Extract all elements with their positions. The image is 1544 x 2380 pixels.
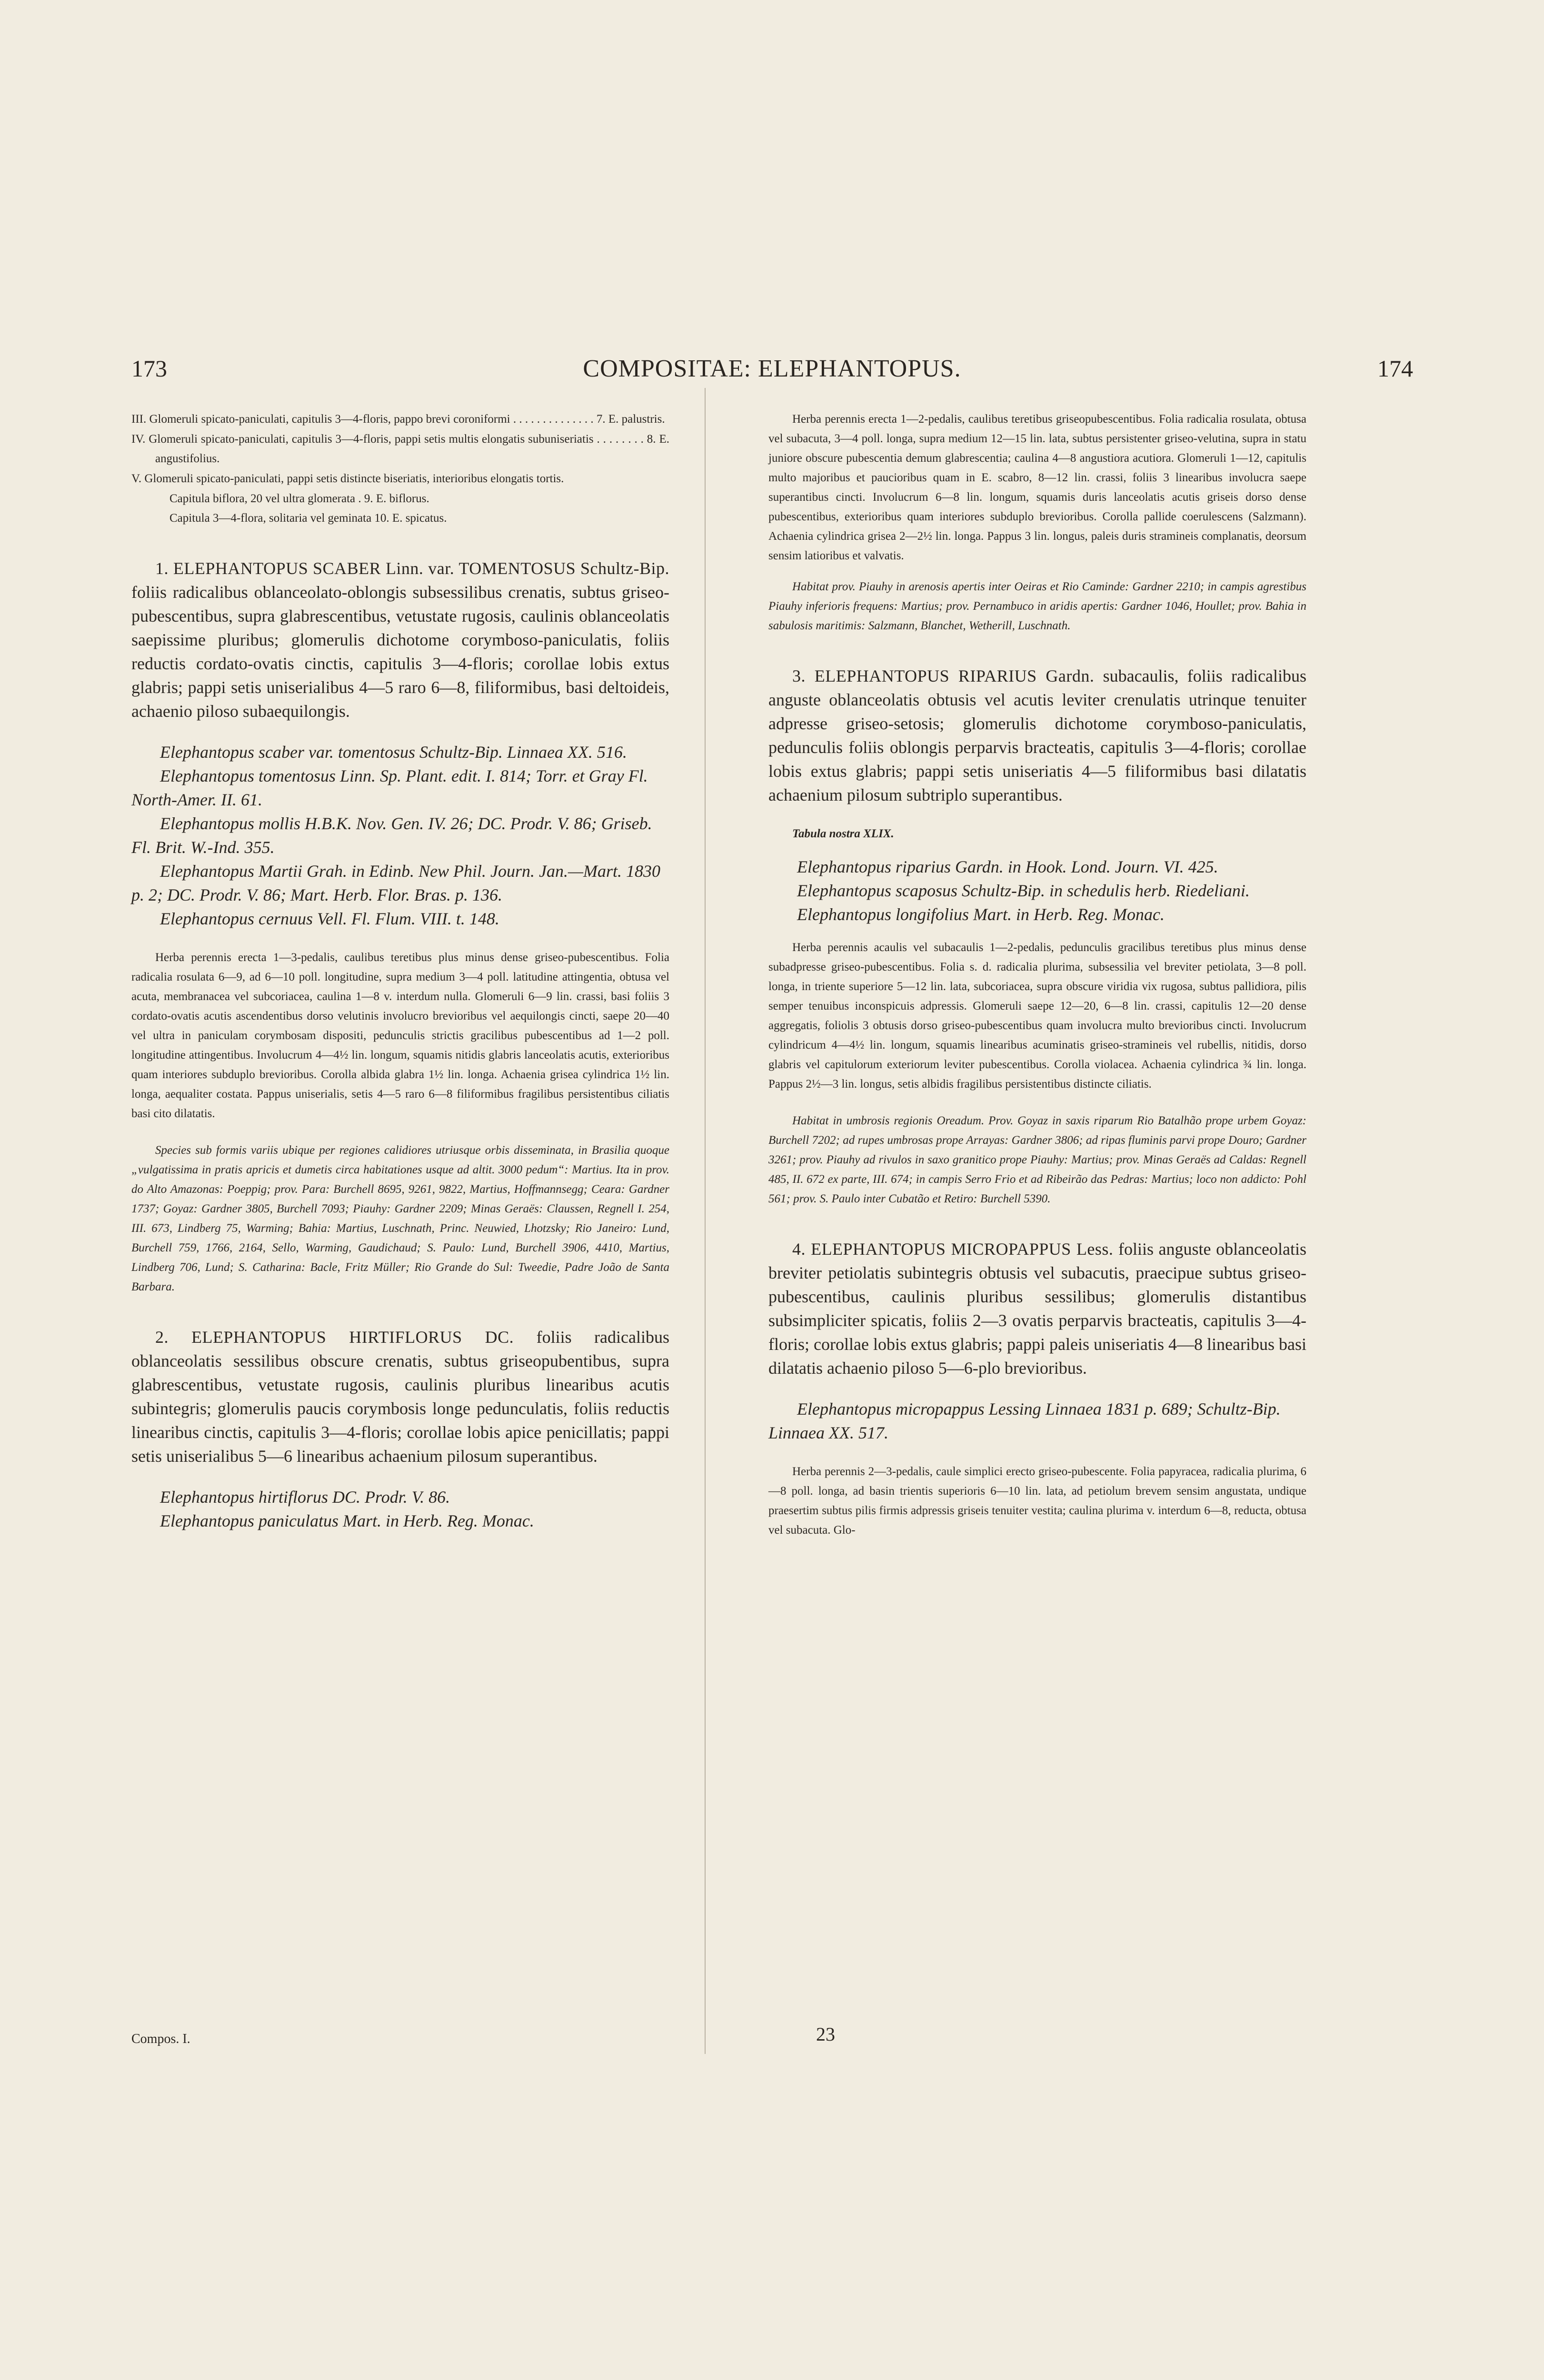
species-4-heading: 4. ELEPHANTOPUS MICROPAPPUS Less. bbox=[792, 1240, 1114, 1259]
species-2-habitat: Habitat prov. Piauhy in arenosis apertis inter Oeiras et Rio Caminde: Gardner 2210; in campis agrestibus Piauhy inferioris frequens: Martius; prov. Pernambuco in aridis apertis: Gardner 1046, Houllet; prov. Bahia in sabulosis maritimis: Salzmann, Blanchet, Wetherill, Luschnath. bbox=[768, 580, 1306, 632]
species-1-description: Herba perennis erecta 1—3-pedalis, caulibus teretibus plus minus dense griseo-pubescentibus. Folia radicalia rosulata 6—9, ad 6—10 poll. longitudine, supra medium 3—4 poll. latitudine attingentia, obtusa vel acuta, membranacea vel subcoriacea, caulina 1—8 v. interdum nulla. Glomeruli 6—9 lin. crassi, basi foliis 3 cordato-ovatis acutis ascendentibus dorso velutinis involucro brevioribus vel aequilongis cincti, saepe 20—40 vel ultra in paniculam corymbosam dispositi, pedunculis strictis gracilibus pubescentibus ad 1—2 poll. longitudine attingentibus. Involucrum 4—4½ lin. longum, squamis nitidis glabris lanceolatis acutis, exterioribus quam interiores subduplo brevioribus. Corolla albida glabra 1½ lin. longa. Achaenia grisea cylindrica 1½ lin. longa, aequaliter costata. Pappus uniserialis, setis 4—5 raro 6—8 filiformibus fragilibus persistentibus ciliatis basi cito dilatatis. bbox=[131, 951, 669, 1120]
species-3-description: Herba perennis acaulis vel subacaulis 1—2-pedalis, pedunculis gracilibus teretibus plus minus dense subadpresse griseo-pubescentibus. Folia s. d. radicalia plurima, subsessilia vel breviter petiolata, 3—8 poll. longa, in triente superiore 5—12 lin. lata, subcoriacea, supra obscure viridia vix rugosa, subtus pallidiora, pilis semper tenuibus inconspicuis adpressis. Glomeruli saepe 12—20, 6—8 lin. crassi, capitulis 12—20 dense aggregatis, foliolis 3 obtusis dorso griseo-pubescentibus quam involucra multo brevioribus cincti. Involucrum cylindricum 4—4½ lin. longum, squamis linearibus acuminatis griseo-stramineis vel rubellis, nitidis, dorso glabris vel capitulorum exteriorum leviter pubescentibus. Corolla violacea. Achaenia cylindrica ¾ lin. longa. Pappus 2½—3 lin. longus, setis albidis fragilibus persistentibus distincte ciliatis. bbox=[768, 941, 1306, 1091]
species-1-synonym: Elephantopus Martii Grah. in Edinb. New Phil. Journ. Jan.—Mart. 1830 p. 2; DC. Prodr. V. 86; Mart. Herb. Flor. Bras. p. 136. bbox=[131, 862, 660, 904]
species-4-synonym: Elephantopus micropappus Lessing Linnaea 1831 p. 689; Schultz-Bip. Linnaea XX. 517. bbox=[768, 1399, 1281, 1442]
species-3-text bbox=[768, 664, 1306, 807]
page-number-left: 173 bbox=[131, 355, 167, 382]
left-column bbox=[131, 409, 669, 1533]
species-1-heading: 1. ELEPHANTOPUS SCABER Linn. var. TOMENTOSUS Schultz-Bip. bbox=[155, 559, 669, 578]
species-1-diagnosis: foliis radicalibus oblanceolato-oblongis subsessilibus crenatis, subtus griseo-pubescentibus, supra glabrescentibus, vetustate rugosis, caulinis oblanceolatis saepissime pluribus; glomerulis dichotome corymboso-paniculatis, foliis reductis cordato-ovatis cinctis, capitulis 3—4-floris; corollae lobis extus glabris; pappi setis uniserialibus 4—5 raro 6—8, filiformibus, basi deltoideis, achaenio piloso subaequilongis. bbox=[131, 583, 669, 721]
species-2-synonym: Elephantopus paniculatus Mart. in Herb. Reg. Monac. bbox=[160, 1511, 534, 1530]
species-1-habitat: Species sub formis variis ubique per regiones calidiores utriusque orbis disseminata, in Brasilia quoque „vulgatissima in pratis apricis et dumetis circa habitationes usque ad altit. 3000 pedum“: Martius. Ita in prov. do Alto Amazonas: Poeppig; prov. Para: Burchell 8695, 9261, 9822, Martius, Hoffmannsegg; Ceara: Gardner 1737; Goyaz: Gardner 3805, Burchell 7093; Piauhy: Gardner 2209; Minas Geraës: Claussen, Regnell I. 254, III. 673, Lindberg 75, Warming; Bahia: Martius, Luschnath, Princ. Neuwied, Lhotzsky; Rio Janeiro: Lund, Burchell 759, 1766, 2164, Sello, Warming, Gaudichaud; S. Paulo: Lund, Burchell 3906, 4410, Martius, Lindberg 706, Lund; S. Catharina: Bacle, Fritz Müller; Rio Grande do Sul: Tweedie, Padre João de Santa Barbara. bbox=[131, 1144, 669, 1293]
species-3-synonym: Elephantopus riparius Gardn. in Hook. Lond. Journ. VI. 425. bbox=[797, 857, 1218, 876]
species-2-heading: 2. ELEPHANTOPUS HIRTIFLORUS DC. bbox=[155, 1328, 514, 1347]
page-number-right: 174 bbox=[1377, 355, 1413, 382]
species-1-synonym: Elephantopus scaber var. tomentosus Schultz-Bip. Linnaea XX. 516. bbox=[160, 743, 627, 762]
species-2-synonym: Elephantopus hirtiflorus DC. Prodr. V. 86. bbox=[160, 1488, 450, 1507]
species-3-habitat: Habitat in umbrosis regionis Oreadum. Prov. Goyaz in saxis riparum Rio Batalhão prope urbem Goyaz: Burchell 7202; ad rupes umbrosas prope Arrayas: Gardner 3806; ad ripas fluminis parvi prope Douro; Gardner 3261; prov. Piauhy ad rivulos in saxo granitico prope Piauhy: Martius; prov. Minas Geraës ad Caldas: Regnell 485, II. 672 ex parte, III. 674; in campis Serro Frio et ad Ribeirão das Pedras: Martius; loco non addicto: Pohl 561; prov. S. Paulo inter Cubatão et Retiro: Burchell 5390. bbox=[768, 1114, 1306, 1205]
tabula-reference: Tabula nostra XLIX. bbox=[792, 827, 894, 840]
species-1-text bbox=[131, 556, 669, 723]
species-2-description: Herba perennis erecta 1—2-pedalis, caulibus teretibus griseopubescentibus. Folia radicalia rosulata, obtusa vel subacuta, 3—4 poll. longa, supra medium 12—15 lin. lata, subtus persistenter griseo-velutina, supra in statu juniore obscure pubescentia demum glabrescentia; caulina 4—8 angustiora acutiora. Glomeruli 1—12, capitulis multo majoribus et paucioribus quam in E. scabro, 8—12 lin. crassi, foliis 3 linearibus involucra saepe superantibus cincti. Involucrum 6—8 lin. longum, squamis duris lanceolatis acutis griseis dorso dense pubescentibus, exterioribus quam interiores subduplo brevioribus. Corolla pallide coerulescens (Salzmann). Achaenia cylindrica grisea 2—2½ lin. longa. Pappus 3 lin. longus, paleis duris stramineis complanatis, deorsum sensim latioribus et valvatis. bbox=[768, 413, 1306, 562]
species-1-synonym: Elephantopus mollis H.B.K. Nov. Gen. IV. 26; DC. Prodr. V. 86; Griseb. Fl. Brit. W.-Ind. 355. bbox=[131, 814, 652, 857]
species-1-synonym: Elephantopus cernuus Vell. Fl. Flum. VIII. t. 148. bbox=[160, 909, 499, 928]
key-entry-3: III. Glomeruli spicato-paniculati, capitulis 3—4-floris, pappo brevi coroniformi . . . . . . . . . . . . . . 7. E. palustris. bbox=[131, 413, 665, 426]
species-4-description: Herba perennis 2—3-pedalis, caule simplici erecto griseo-pubescente. Folia papyracea, radicalia plurima, 6—8 poll. longa, ad basin trientis superioris 6—10 lin. lata, ad petiolum brevem sensim angustata, undique praesertim subtus pilis firmis adpressis griseis tenuiter vestita; caulina plurima v. interdum 6—8, reducta, obtusa vel subacuta. Glo- bbox=[768, 1465, 1306, 1537]
species-3-synonym: Elephantopus longifolius Mart. in Herb. Reg. Monac. bbox=[797, 905, 1165, 924]
species-2-diagnosis: foliis radicalibus oblanceolatis sessilibus obscure crenatis, subtus griseopubentibus, supra glabrescentibus, vetustate rugosis, caulinis pluribus linearibus acutis subintegris; glomerulis paucis corymbosis longe pedunculatis, foliis reductis linearibus cinctis, capitulis 3—4-floris; corollae lobis apice penicillatis; pappi setis uniserialibus 5—6 linearibus achaenium pilosum superantibus. bbox=[131, 1328, 669, 1466]
species-1-synonym: Elephantopus tomentosus Linn. Sp. Plant. edit. I. 814; Torr. et Gray Fl. North-Amer. II. 61. bbox=[131, 766, 648, 809]
species-2-text bbox=[131, 1325, 669, 1468]
signature-number: 23 bbox=[816, 2023, 835, 2045]
species-4-diagnosis: foliis anguste oblanceolatis breviter petiolatis subintegris obtusis vel subacutis, praecipue subtus griseo-pubescentibus, caulinis pluribus sessilibus; glomerulis distantibus subsimpliciter spicatis, foliis 2—3 ovatis perparvis bracteatis, capitulis 3—4-floris; corollae lobis extus glabris; pappi paleis uniseriatis 4—8 linearibus basi dilatatis achaenio piloso 5—6-plo brevioribus. bbox=[768, 1240, 1307, 1378]
right-column bbox=[768, 409, 1306, 1540]
species-3-heading: 3. ELEPHANTOPUS RIPARIUS Gardn. bbox=[792, 666, 1095, 685]
species-3-synonym: Elephantopus scaposus Schultz-Bip. in schedulis herb. Riedeliani. bbox=[797, 881, 1250, 900]
key-entry-4: IV. Glomeruli spicato-paniculati, capitulis 3—4-floris, pappi setis multis elongatis subuniseriatis . . . . . . . . 8. E. angustifolius. bbox=[131, 433, 669, 465]
species-4-text bbox=[768, 1237, 1306, 1380]
key-entry-5: V. Glomeruli spicato-paniculati, pappi setis distincte biseriatis, interioribus elongatis tortis. bbox=[131, 472, 564, 485]
running-title: COMPOSITAE: ELEPHANTOPUS. bbox=[583, 355, 961, 382]
key-sub-9: Capitula biflora, 20 vel ultra glomerata . 9. E. biflorus. bbox=[169, 492, 429, 505]
column-divider bbox=[705, 388, 706, 2054]
footer-signature-mark: Compos. I. bbox=[131, 2032, 190, 2046]
species-3-diagnosis: subacaulis, foliis radicalibus anguste oblanceolatis obtusis vel acutis leviter crenulatis utrinque tenuiter adpresse griseo-setosis; glomerulis dichotome corymboso-paniculatis, pedunculis foliis oblongis perparvis bracteatis, capitulis 3—4-floris; corollae lobis extus glabris; pappi setis uniseriatis 4—5 filiformibus basi dilatatis achaenium pilosum subtriplo superantibus. bbox=[768, 666, 1307, 804]
key-sub-10: Capitula 3—4-flora, solitaria vel geminata 10. E. spicatus. bbox=[169, 512, 447, 525]
